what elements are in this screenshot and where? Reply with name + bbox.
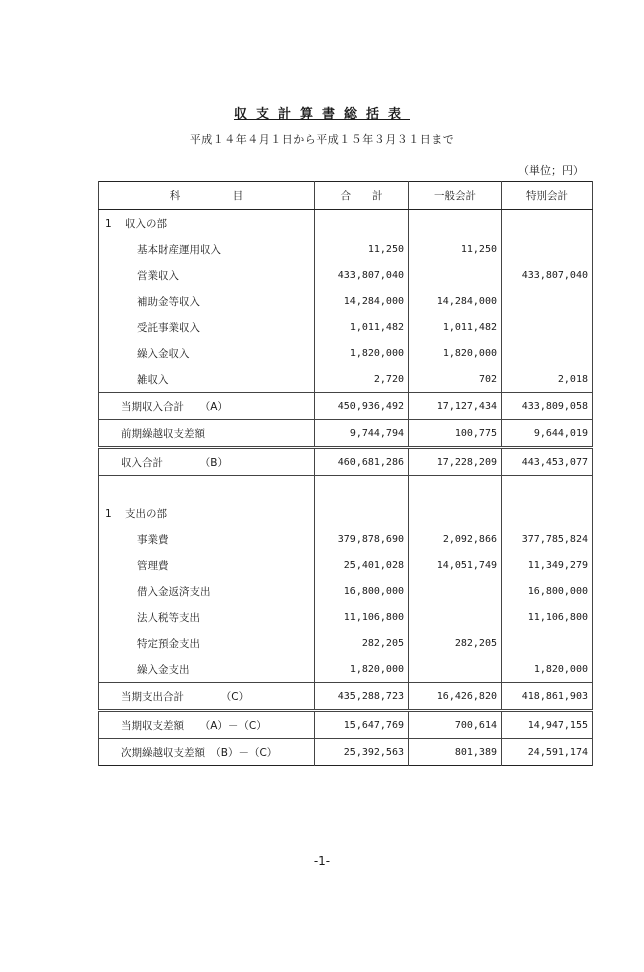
special-cell: 9,644,019 [502, 420, 593, 448]
general-cell: 17,228,209 [409, 448, 502, 476]
table-row [99, 288, 593, 314]
row-label: 繰入金収入 [99, 340, 315, 366]
general-cell: 2,092,866 [409, 526, 502, 552]
row-label: 基本財産運用収入 [99, 236, 315, 262]
row-label: 雑収入 [99, 366, 315, 393]
table-header-row [99, 182, 593, 210]
general-cell [409, 656, 502, 683]
table-row [99, 236, 593, 262]
special-cell [502, 314, 593, 340]
general-cell [409, 500, 502, 526]
total-cell: 15,647,769 [315, 711, 409, 739]
total-cell: 460,681,286 [315, 448, 409, 476]
row-label: 事業費 [99, 526, 315, 552]
subtotal-row [99, 393, 593, 420]
total-cell [315, 500, 409, 526]
general-cell: 700,614 [409, 711, 502, 739]
special-cell: 433,809,058 [502, 393, 593, 420]
row-label: 収入合計 （B） [99, 448, 315, 476]
special-cell: 14,947,155 [502, 711, 593, 739]
row-label: 管理費 [99, 552, 315, 578]
total-cell: 1,820,000 [315, 656, 409, 683]
header-item: 科 目 [99, 182, 315, 210]
row-label: 当期収入合計 （A） [99, 393, 315, 420]
table-row [99, 656, 593, 683]
page-number: -1- [313, 854, 331, 868]
general-cell: 1,011,482 [409, 314, 502, 340]
table-row [99, 366, 593, 393]
row-label: 営業収入 [99, 262, 315, 288]
table-row [99, 314, 593, 340]
row-label: 当期収支差額 （A）－（C） [99, 711, 315, 739]
table-row [99, 526, 593, 552]
row-label: 繰入金支出 [99, 656, 315, 683]
special-cell: 11,106,800 [502, 604, 593, 630]
table-row [99, 604, 593, 630]
table-row [99, 420, 593, 448]
special-cell: 1,820,000 [502, 656, 593, 683]
row-label: 当期支出合計 （C） [99, 683, 315, 711]
summary-table [98, 181, 593, 766]
row-label: 1 収入の部 [99, 210, 315, 237]
header-total: 合 計 [315, 182, 409, 210]
total-cell: 433,807,040 [315, 262, 409, 288]
total-cell: 9,744,794 [315, 420, 409, 448]
total-cell: 450,936,492 [315, 393, 409, 420]
special-cell [502, 500, 593, 526]
general-cell: 282,205 [409, 630, 502, 656]
total-cell [315, 210, 409, 237]
special-cell: 16,800,000 [502, 578, 593, 604]
special-cell: 24,591,174 [502, 739, 593, 766]
special-cell [502, 630, 593, 656]
table-row [99, 630, 593, 656]
row-label: 1 支出の部 [99, 500, 315, 526]
special-cell: 443,453,077 [502, 448, 593, 476]
general-cell: 17,127,434 [409, 393, 502, 420]
header-special: 特別会計 [502, 182, 593, 210]
unit-label: （単位；円） [518, 164, 584, 177]
special-cell: 377,785,824 [502, 526, 593, 552]
table-row [99, 552, 593, 578]
general-cell: 100,775 [409, 420, 502, 448]
general-cell: 16,426,820 [409, 683, 502, 711]
general-cell: 14,051,749 [409, 552, 502, 578]
row-label: 借入金返済支出 [99, 578, 315, 604]
total-cell: 25,401,028 [315, 552, 409, 578]
special-cell [502, 288, 593, 314]
total-cell: 14,284,000 [315, 288, 409, 314]
total-cell: 11,106,800 [315, 604, 409, 630]
special-cell: 2,018 [502, 366, 593, 393]
special-cell: 418,861,903 [502, 683, 593, 711]
total-cell: 16,800,000 [315, 578, 409, 604]
general-cell [409, 210, 502, 237]
row-label: 法人税等支出 [99, 604, 315, 630]
total-cell: 2,720 [315, 366, 409, 393]
general-cell: 801,389 [409, 739, 502, 766]
row-label: 補助金等収入 [99, 288, 315, 314]
header-general: 一般会計 [409, 182, 502, 210]
general-cell: 1,820,000 [409, 340, 502, 366]
general-cell [409, 578, 502, 604]
period-subtitle: 平成１４年４月１日から平成１５年３月３１日まで [189, 133, 455, 146]
total-cell: 435,288,723 [315, 683, 409, 711]
row-label: 受託事業収入 [99, 314, 315, 340]
carryover-row [99, 739, 593, 766]
row-label: 前期繰越収支差額 [99, 420, 315, 448]
table-row [99, 500, 593, 526]
table-row [99, 578, 593, 604]
total-cell: 25,392,563 [315, 739, 409, 766]
general-cell [409, 262, 502, 288]
total-cell: 282,205 [315, 630, 409, 656]
special-cell [502, 236, 593, 262]
row-label: 次期繰越収支差額 （B）－（C） [99, 739, 315, 766]
total-cell: 11,250 [315, 236, 409, 262]
special-cell: 433,807,040 [502, 262, 593, 288]
total-row [99, 448, 593, 476]
general-cell: 11,250 [409, 236, 502, 262]
subtotal-row [99, 683, 593, 711]
table-row [99, 262, 593, 288]
document-title: 収支計算書総括表 [233, 107, 410, 122]
table-row [99, 210, 593, 237]
general-cell: 702 [409, 366, 502, 393]
general-cell: 14,284,000 [409, 288, 502, 314]
special-cell: 11,349,279 [502, 552, 593, 578]
special-cell [502, 340, 593, 366]
general-cell [409, 604, 502, 630]
total-cell: 379,878,690 [315, 526, 409, 552]
table-row [99, 340, 593, 366]
special-cell [502, 210, 593, 237]
row-label: 特定預金支出 [99, 630, 315, 656]
total-cell: 1,820,000 [315, 340, 409, 366]
spacer-row [99, 476, 593, 501]
balance-row [99, 711, 593, 739]
total-cell: 1,011,482 [315, 314, 409, 340]
